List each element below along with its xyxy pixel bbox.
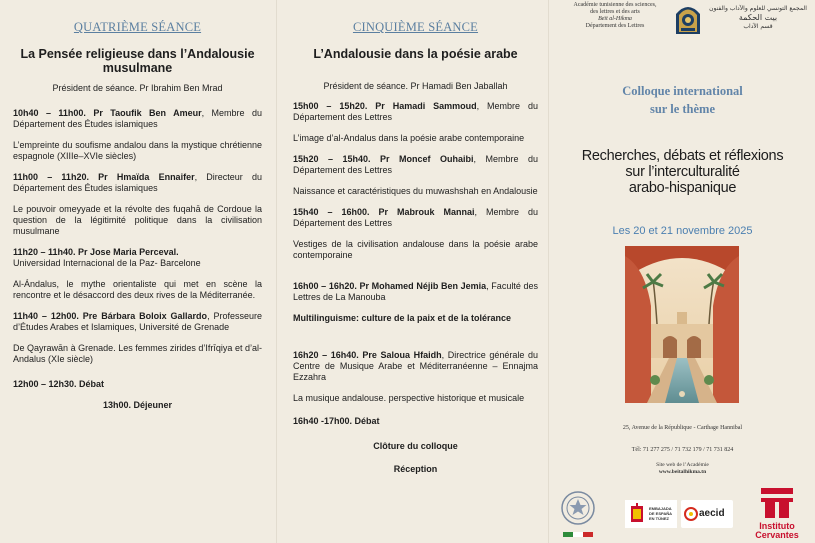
talk-topic: Al-Ándalus, le mythe orientaliste qui met en scène la rencontre et le désaccord des deux rives de la Méditerranée. [13,279,262,300]
reception: Réception [393,464,438,474]
talk-speaker: 11h20 – 11h40. Pr Jose Maria Perceval. Universidad Internacional de la Paz- Barcelone [13,247,201,268]
debat: 16h40 -17h00. Débat [293,416,380,426]
session-president: Président de séance. Pr Hamadi Ben Jaballah [323,81,508,91]
address: 25, Avenue de la République - Carthage Hannibal [622,425,743,431]
talk-speaker: 10h40 – 11h00. Pr Taoufik Ben Ameur, Membre du Département des Études islamiques [13,108,262,129]
colloque-heading: Colloque international sur le thème [622,84,743,116]
academy-emblem-icon [673,2,703,36]
left-panel [0,0,272,543]
cervantes-text: Instituto Cervantes [755,521,799,540]
spain-embassy-text: EMBAJADA DE ESPAÑA EN TÚNEZ [649,506,673,521]
session-title: L’Andalousie dans la poésie arabe [313,47,518,61]
colloque-dates: Les 20 et 21 novembre 2025 [612,225,753,237]
spain-embassy-logo [625,500,677,528]
debat: 12h00 – 12h30. Débat [13,379,105,389]
talk-topic: Le pouvoir omeyyade et la révolte des fuqahā de Cordoue la question de la légitimité politique dans la civilisation musulmane [13,204,262,236]
talk-topic: L’image d’al-Andalus dans la poésie arabe contemporaine [293,133,525,143]
academy-name-ar: المجمع التونسي للعلوم والآداب والفنون بيت الحكمة قسم الآداب [709,5,807,30]
talk-speaker: 16h20 – 16h40. Pre Saloua Hfaidh, Directrice générale du Centre de Musique Arabe et Méditerranéenne – Ennajma Ezzahra [293,350,538,382]
instituto-cervantes-logo [745,486,809,542]
phone-numbers: Tél: 71 277 275 / 71 732 179 / 71 731 824 [631,447,734,453]
middle-panel [276,0,548,543]
talk-topic: Vestiges de la civilisation andalouse dans la poésie arabe contemporaine [293,239,538,260]
talk-speaker: 16h00 – 16h20. Pr Mohamed Néjib Ben Jemia, Faculté des Lettres de La Manouba [293,281,538,302]
talk-speaker: 15h20 – 15h40. Pr Moncef Ouhaibi, Membre du Département des Lettres [293,154,538,175]
spain-coat-of-arms-icon [628,502,646,526]
right-panel [548,0,815,543]
dejeuner: 13h00. Déjeuner [102,400,173,410]
seance-title: CINQUIÈME SÉANCE [352,20,479,34]
talk-speaker: 11h00 – 11h20. Pr Hmaïda Ennaifer, Directeur du Département des Études islamiques [13,172,262,193]
session-president: Président de séance. Pr Ibrahim Ben Mrad [52,83,223,93]
talk-topic: L’empreinte du soufisme andalou dans la mystique chrétienne espagnole (XIIIe–XVIe siècles) [13,140,262,161]
andalusian-courtyard-painting [625,246,739,403]
cloture: Clôture du colloque [373,441,458,451]
talk-speaker: 15h40 – 16h00. Pr Mabrouk Mannai, Membre du Département des Lettres [293,207,538,228]
talk-speaker: 15h00 – 15h20. Pr Hamadi Sammoud, Membre du Département des Lettres [293,101,538,122]
aecid-logo [681,500,733,528]
talk-topic: Naissance et caractéristiques du muwashshah en Andalousie [293,186,538,196]
academy-name-fr: Académie tunisienne des sciences, des lettres et des arts Beït al-Hikma Département des Lettres [573,2,657,29]
session-title: La Pensée religieuse dans l’Andalousie musulmane [20,47,255,75]
talk-speaker: 11h40 – 12h00. Pre Bárbara Boloix Gallardo, Professeure d’Études Arabes et Islamiques, Université de Grenade [13,311,262,332]
talk-topic: Multilinguisme: culture de la paix et de la tolérance [293,313,512,323]
seance-title: QUATRIÈME SÉANCE [73,20,202,34]
colloque-theme: Recherches, débats et réflexions sur l’interculturalité arabo-hispanique [581,148,784,196]
italian-republic-seal-icon [559,488,597,540]
aecid-mark-icon [684,507,698,521]
cervantes-mark-icon [757,486,797,520]
talk-topic: De Qayrawān à Grenade. Les femmes zirides d’Ifrīqiya et d’al-Andalus (XIe siècle) [13,343,262,364]
aecid-text: aecid [699,508,725,519]
academy-website: Site web de l’Académie www.beitalhikma.tn [656,462,709,475]
talk-topic: La musique andalouse. perspective historique et musicale [293,393,525,403]
